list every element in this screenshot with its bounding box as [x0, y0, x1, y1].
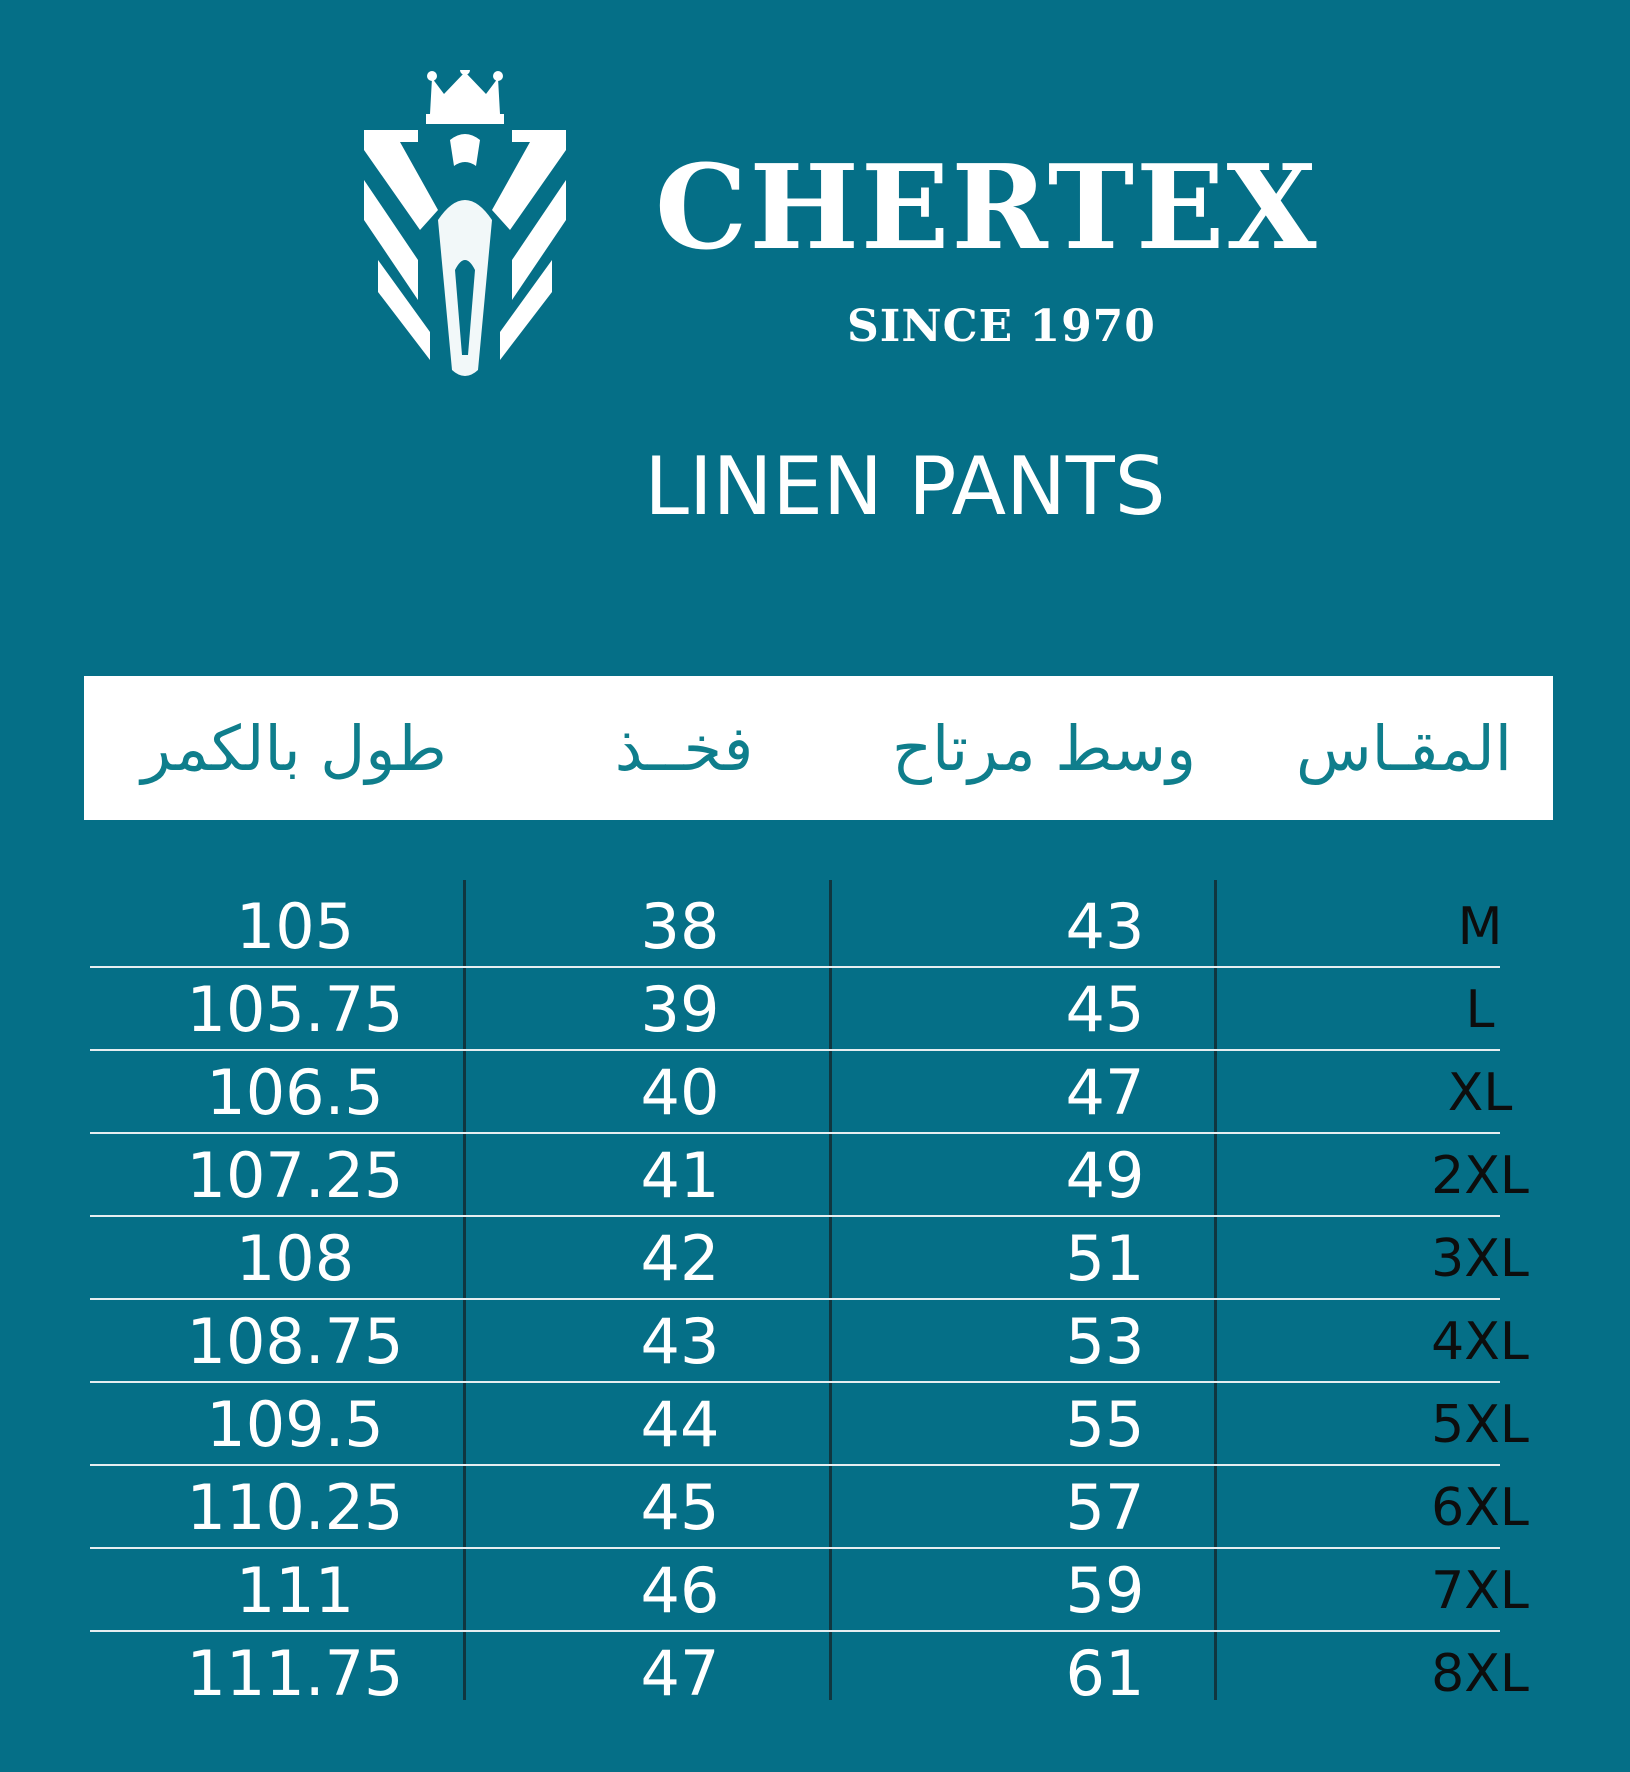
cell-waist: 47	[1065, 1055, 1145, 1129]
cell-length: 110.25	[186, 1470, 404, 1544]
table-row	[90, 1632, 1529, 1715]
cell-thigh: 39	[640, 972, 720, 1046]
cell-size: M	[1457, 896, 1503, 957]
cell-waist: 45	[1065, 972, 1145, 1046]
brand-since: SINCE 1970	[847, 301, 1156, 352]
cell-thigh: 47	[640, 1636, 720, 1710]
table-row	[90, 1300, 1529, 1383]
cell-size: L	[1465, 979, 1495, 1040]
crowned-eagle-shield-logo-icon	[360, 70, 570, 380]
cell-waist: 49	[1065, 1138, 1145, 1212]
table-row	[90, 1466, 1529, 1549]
cell-size: 7XL	[1431, 1560, 1529, 1621]
cell-waist: 61	[1065, 1636, 1145, 1710]
cell-length: 111.75	[186, 1636, 404, 1710]
cell-thigh: 42	[640, 1221, 720, 1295]
cell-size: 2XL	[1431, 1145, 1529, 1206]
table-row	[90, 1134, 1529, 1217]
cell-thigh: 44	[640, 1387, 720, 1461]
cell-waist: 43	[1065, 889, 1145, 963]
cell-thigh: 46	[640, 1553, 720, 1627]
cell-length: 105	[235, 889, 355, 963]
cell-thigh: 40	[640, 1055, 720, 1129]
cell-waist: 51	[1065, 1221, 1145, 1295]
header-waist: وسط مرتاح	[891, 711, 1197, 785]
table-row	[90, 1051, 1513, 1134]
cell-waist: 57	[1065, 1470, 1145, 1544]
cell-waist: 53	[1065, 1304, 1145, 1378]
cell-thigh: 45	[640, 1470, 720, 1544]
table-row	[90, 1383, 1529, 1466]
header-length: طول بالكمر	[141, 711, 447, 785]
table-row	[90, 968, 1500, 1051]
cell-length: 109.5	[206, 1387, 384, 1461]
header-thigh: فخــذ	[614, 711, 754, 785]
cell-size: 5XL	[1431, 1394, 1529, 1455]
cell-length: 108	[235, 1221, 355, 1295]
cell-size: 3XL	[1431, 1228, 1529, 1289]
table-header	[84, 676, 1553, 820]
cell-size: XL	[1447, 1062, 1513, 1123]
cell-thigh: 43	[640, 1304, 720, 1378]
header-size: المقـاس	[1295, 711, 1513, 785]
cell-size: 8XL	[1431, 1643, 1529, 1704]
cell-thigh: 38	[640, 889, 720, 963]
cell-waist: 55	[1065, 1387, 1145, 1461]
table-row	[90, 885, 1503, 968]
cell-waist: 59	[1065, 1553, 1145, 1627]
table-row	[90, 1217, 1529, 1300]
product-title: LINEN PANTS	[644, 440, 1166, 533]
cell-length: 111	[235, 1553, 355, 1627]
table-row	[90, 1549, 1529, 1632]
cell-size: 6XL	[1431, 1477, 1529, 1538]
cell-length: 105.75	[186, 972, 404, 1046]
size-table-body	[90, 885, 1529, 1715]
cell-thigh: 41	[640, 1138, 720, 1212]
cell-length: 106.5	[206, 1055, 384, 1129]
cell-length: 107.25	[186, 1138, 404, 1212]
cell-length: 108.75	[186, 1304, 404, 1378]
cell-size: 4XL	[1431, 1311, 1529, 1372]
brand-name: CHERTEX	[655, 140, 1319, 276]
